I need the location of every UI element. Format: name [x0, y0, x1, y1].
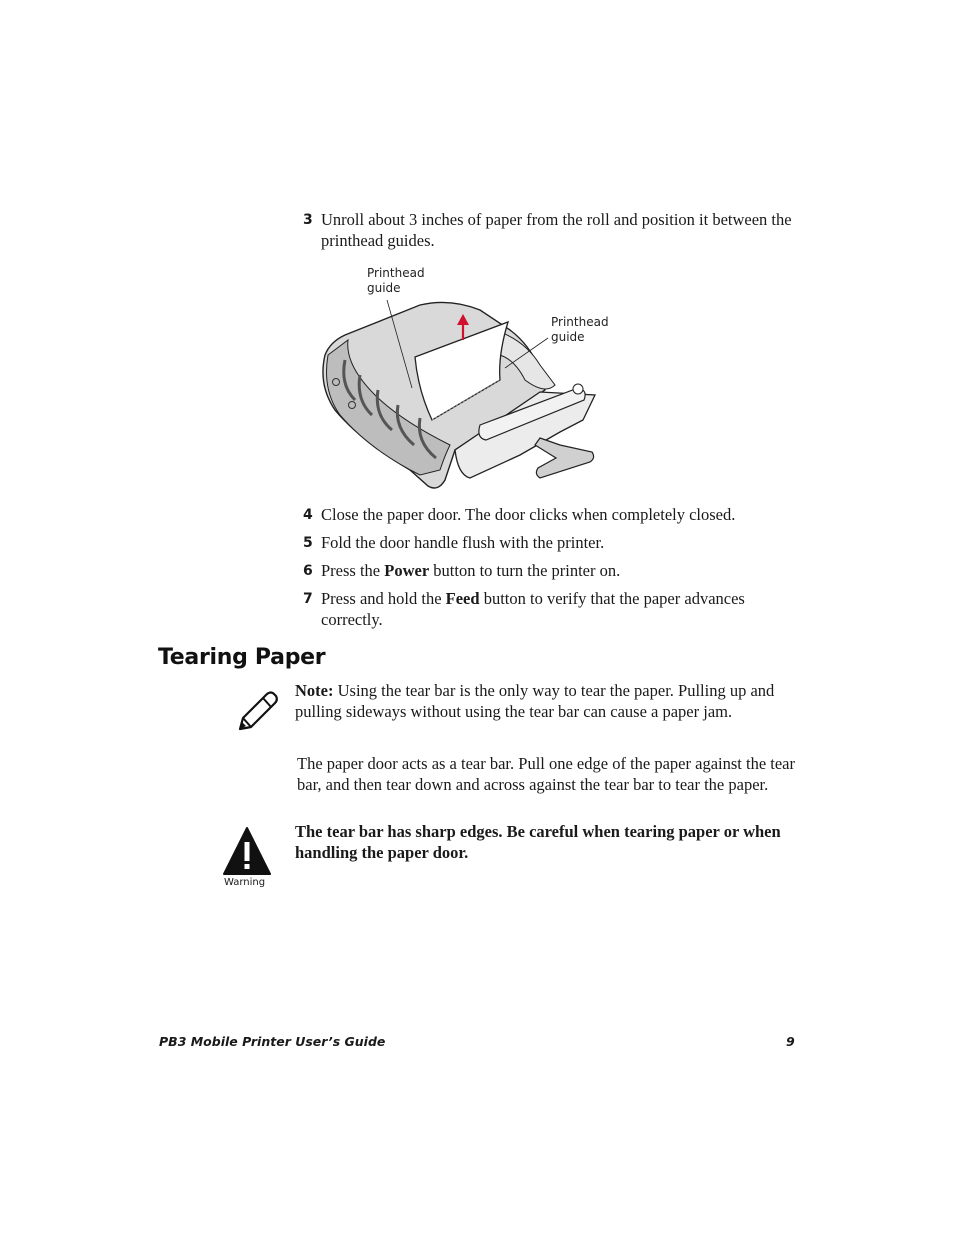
step-6 — [303, 561, 803, 582]
body-paragraph: The paper door acts as a tear bar. Pull one edge of the paper against the tear bar, and then tear down and across against the tear bar to tear the paper. — [297, 754, 795, 794]
note-label: Note: — [295, 681, 334, 700]
step-text-post: button to turn the printer on. — [429, 561, 621, 580]
footer-title: PB3 Mobile Printer User’s Guide — [159, 1034, 386, 1049]
section-heading: Tearing Paper — [158, 645, 326, 670]
page-number: 9 — [786, 1034, 795, 1049]
callout-left-line2: guide — [367, 281, 401, 295]
step-text: Close the paper door. The door clicks when completely closed. — [321, 505, 736, 524]
step-number: 7 — [303, 591, 313, 607]
door-handle — [535, 438, 594, 478]
note-text: Using the tear bar is the only way to tear the paper. Pulling up and pulling sideways without using the tear bar can cause a paper jam. — [295, 681, 775, 721]
warning-text: The tear bar has sharp edges. Be careful when tearing paper or when handling the paper door. — [295, 822, 781, 862]
step-4 — [303, 505, 803, 526]
step-number: 6 — [303, 563, 313, 579]
step-text — [321, 589, 791, 630]
step-5 — [303, 533, 803, 554]
step-number: 3 — [303, 212, 313, 228]
step-text: Unroll about 3 inches of paper from the roll and position it between the printhead guides. — [321, 210, 792, 250]
callout-right-line2: guide — [551, 330, 585, 344]
callout-left-line1: Printhead — [367, 266, 425, 280]
step-text — [321, 561, 803, 582]
step-text-post: button to verify that the paper advances correctly. — [321, 589, 745, 629]
feed-button-name: Feed — [445, 589, 480, 608]
step-text-pre: Press the — [321, 561, 385, 580]
step-text-pre: Press and hold the — [321, 589, 446, 608]
note — [295, 681, 800, 722]
step-3 — [303, 210, 803, 251]
step-number: 4 — [303, 507, 313, 523]
warning-icon — [222, 826, 272, 876]
step-7 — [303, 589, 803, 630]
step-number: 5 — [303, 535, 313, 551]
printer-illustration — [310, 290, 610, 495]
power-button-name: Power — [384, 561, 430, 580]
step-text: Fold the door handle flush with the printer. — [321, 533, 605, 552]
callout-right-line1: Printhead — [551, 315, 609, 329]
pencil-icon — [236, 688, 280, 732]
warning-label: Warning — [224, 877, 266, 888]
